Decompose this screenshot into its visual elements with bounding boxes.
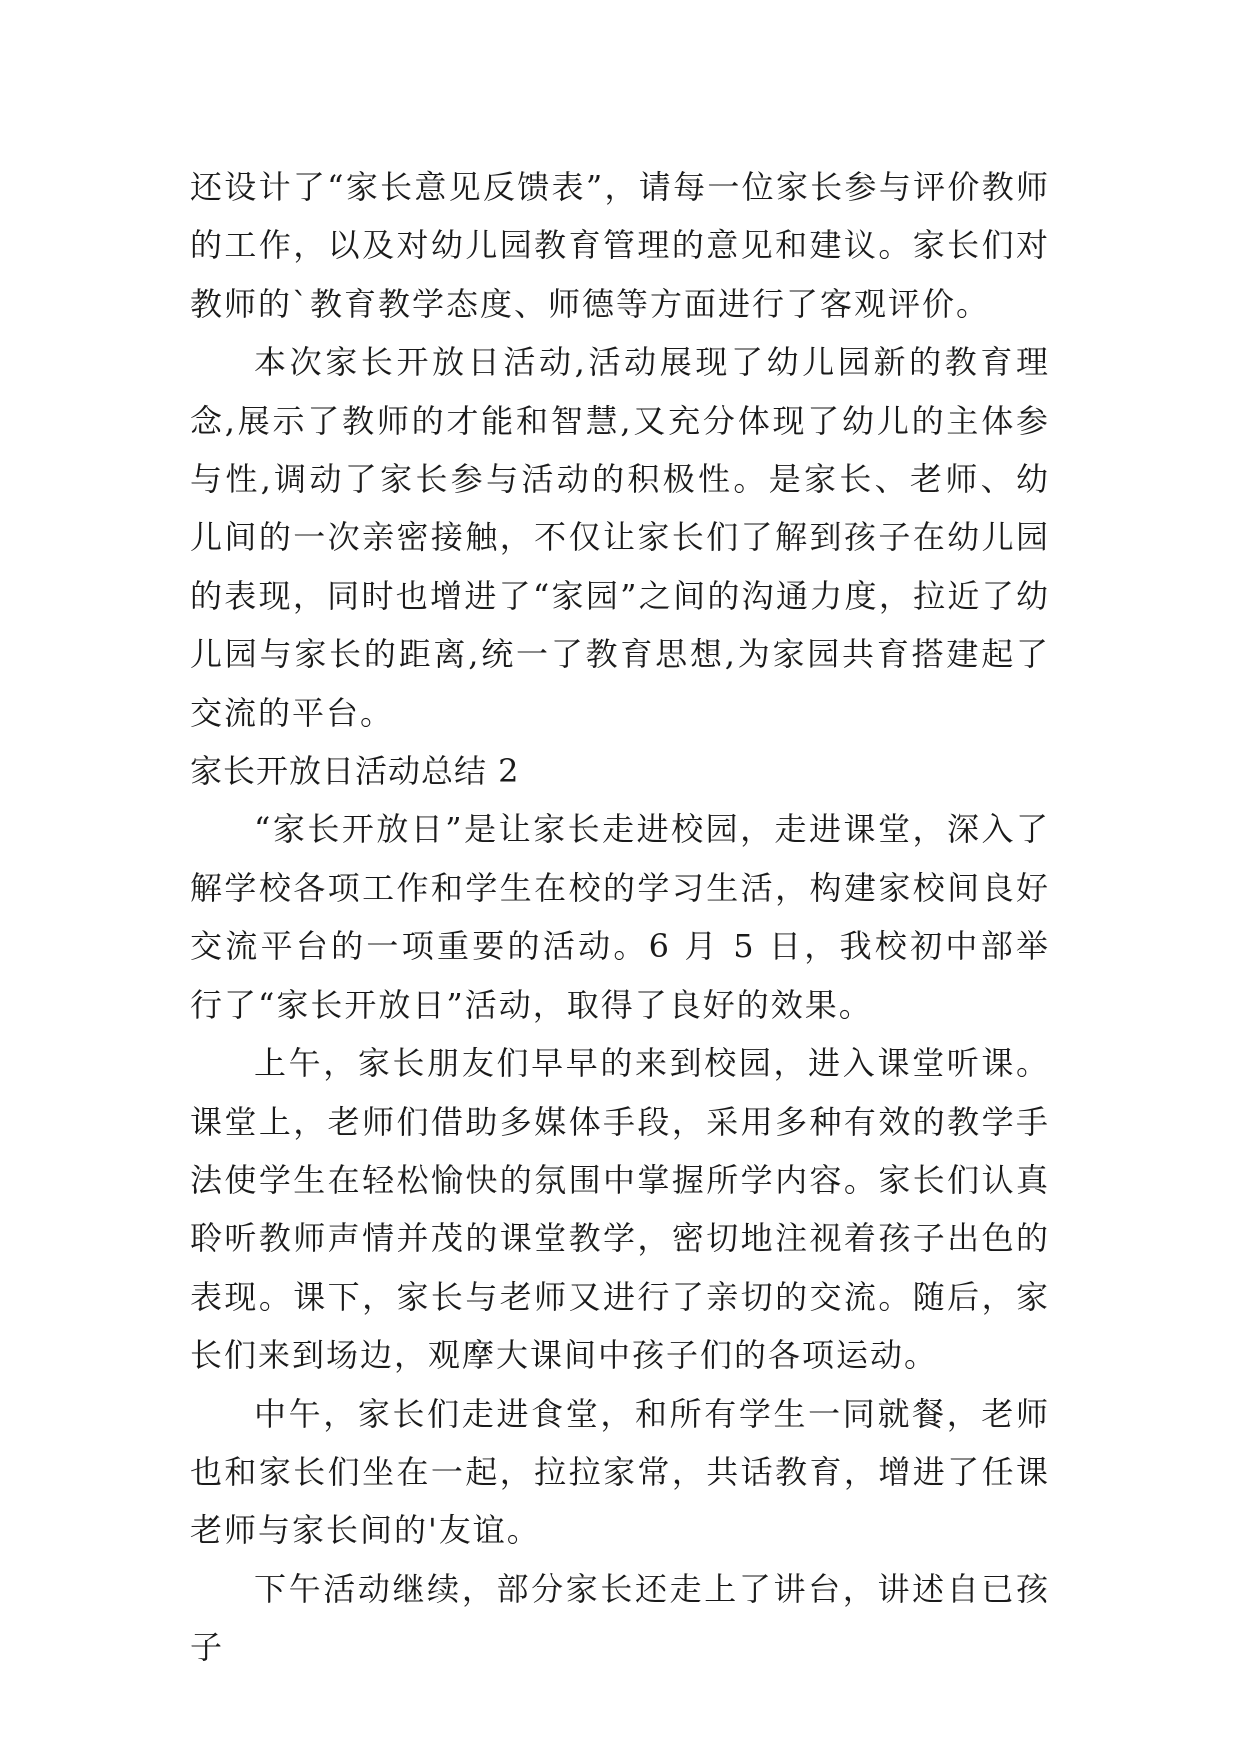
paragraph-morning: 上午，家长朋友们早早的来到校园，进入课堂听课。课堂上，老师们借助多媒体手段，采用多种有效的教学手法使学生在轻松愉快的氛围中掌握所学内容。家长们认真聆听教师声情并茂的课堂教学，密切地注视着孩子出色的表现。课下，家长与老师又进行了亲切的交流。随后，家长们来到场边，观摩大课间中孩子们的各项运动。 bbox=[190, 1044, 1050, 1375]
paragraph-afternoon: 下午活动继续，部分家长还走上了讲台，讲述自已孩子 bbox=[190, 1569, 1050, 1667]
paragraph-feedback-form: 还设计了“家长意见反馈表”，请每一位家长参与评价教师的工作，以及对幼儿园教育管理的意见和建议。家长们对教师的`教育教学态度、师德等方面进行了客观评价。 bbox=[190, 168, 1050, 323]
paragraph-activity-summary: 本次家长开放日活动,活动展现了幼儿园新的教育理念,展示了教师的才能和智慧,又充分体现了幼儿的主体参与性,调动了家长参与活动的积极性。是家长、老师、幼儿间的一次亲密接触，不仅让家长们了解到孩子在幼儿园的表现，同时也增进了“家园”之间的沟通力度，拉近了幼儿园与家长的距离,统一了教育思想,为家园共育搭建起了交流的平台。 bbox=[190, 343, 1050, 732]
paragraph-open-day-intro: “家长开放日”是让家长走进校园，走进课堂，深入了解学校各项工作和学生在校的学习生活，构建家校间良好交流平台的一项重要的活动。6 月 5 日，我校初中部举行了“家长开放日”活动，取得了良好的效果。 bbox=[190, 810, 1050, 1024]
document-body bbox=[190, 158, 1050, 1677]
section-heading: 家长开放日活动总结 2 bbox=[190, 752, 520, 791]
paragraph-noon: 中午，家长们走进食堂，和所有学生一同就餐，老师也和家长们坐在一起，拉拉家常，共话教育，增进了任课老师与家长间的'友谊。 bbox=[190, 1394, 1050, 1550]
